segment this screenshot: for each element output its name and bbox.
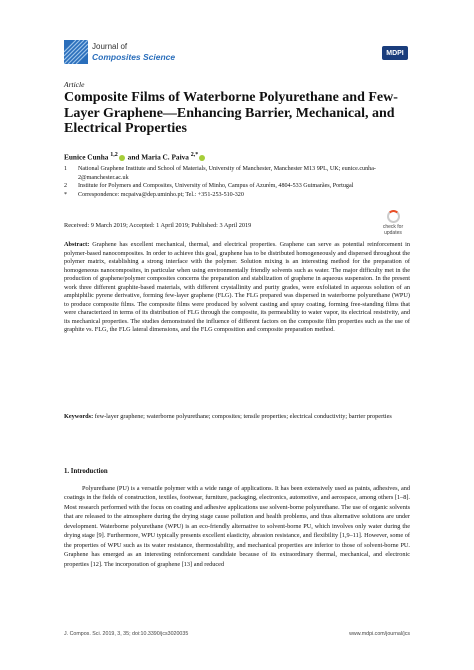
journal-name — [92, 42, 175, 62]
footer-citation: J. Compos. Sci. 2019, 3, 35; doi:10.3390/jcs3020035 — [64, 631, 189, 637]
intro-paragraph: Polyurethane (PU) is a versatile polymer with a wide range of applications. It has been extensively used as paints, adhesives, and coatings in the fields of construction, textiles, footwear, furniture, packaging, electronics, automotive, and aerospace, among others [1–8]. Most research performed with the focus on coating and adhesive applications use solvent-borne polyurethane. The use of organic solvents that are released to the atmosphere during the drying stage cause pollution and health problems, and thus alternative solutions are under development. Waterborne polyurethane (WPU) is an eco-friendly alternative to solvent-borne PU, which involves only water during the drying stage [9]. Furthermore, WPU typically presents excellent elasticity, abrasion resistance, and flexibility [1,9–11]. However, some of the properties of WPU such as its water resistance, thermostability, and mechanical properties are inferior to those of solvent-borne PU. Graphene has emerged as an interesting reinforcement candidate because of its extraordinary thermal, mechanical, and electronic properties [12]. The incorporation of graphene [13] and reduced — [64, 485, 410, 568]
keywords — [64, 413, 410, 422]
article-type: Article — [64, 80, 85, 89]
affiliation-text[interactable]: Correspondence: mcpaiva@dep.uminho.pt; Tel.: +351-253-510-320 — [78, 191, 244, 198]
mdpi-logo: MDPI — [382, 46, 408, 60]
author-affil-sup: 2,* — [190, 152, 199, 158]
orcid-icon[interactable] — [119, 155, 125, 161]
updates-badge-line1: check for — [382, 224, 404, 230]
updates-badge-line2: updates — [384, 230, 402, 236]
journal-name-line2: Composites Science — [92, 52, 176, 62]
affiliation-text: National Graphene Institute and School of Materials, University of Manchester, Manchester M13 9PL, UK; eunice.cunha-2@manchester.ac.uk — [78, 166, 376, 181]
keywords-text: few-layer graphene; waterborne polyurethane; composites; tensile properties; electrical conductivity; barrier properties — [93, 413, 392, 420]
page-footer — [64, 631, 410, 637]
affiliation-item — [64, 191, 404, 200]
abstract-label: Abstract: — [64, 241, 90, 248]
keywords-label: Keywords: — [64, 413, 94, 420]
author-list — [64, 152, 206, 161]
affiliation-number: * — [64, 191, 68, 198]
abstract — [64, 241, 410, 335]
journal-name-line1: Journal of — [92, 42, 128, 51]
author-affil-sup: 1,2 — [110, 152, 118, 158]
abstract-text: Graphene has excellent mechanical, thermal, and electrical properties. Graphene can serve as potential reinforcement in polymer-based nanocomposites. In order to achieve this goal, graphene has to be distributed homogeneously and dispersed throughout the polymer matrix, establishing a strong interface with the polymer. Solution mixing is an interesting method for the preparation of homogeneous nanocomposites, in particular when using environmentally friendly solvents such as water. The major difficulty met in the production of graphene/polymer composites concerns the preparation and stabilization of graphene in aqueous suspension. In the present work three different graphite-based materials, with different crystallinity and purity grades, were exfoliated in aqueous solution of an amphiphilic pyrene derivative, forming few-layer graphene (FLG). The FLG prepared was dispersed in waterborne polyurethane (WPU) to produce composite films. The composite films were produced by solvent casting and spray coating, forming free-standing films that were characterized in terms of its distribution of FLG through the composite, its permeability to water vapor, its electrical resistivity, and its mechanical properties. The studies demonstrated the influence of different factors on the composite film properties such as the use of graphite vs. FLG, the FLG lateral dimensions, and the FLG composition and composite preparation method. — [64, 241, 410, 334]
affiliation-number: 1 — [64, 166, 68, 172]
paper-title: Composite Films of Waterborne Polyurethane and Few-Layer Graphene—Enhancing Barrier, Mechanical, and Electrical Properties — [64, 90, 398, 136]
affiliations — [64, 165, 404, 199]
author-conjunction: and — [125, 152, 142, 162]
check-updates-icon — [387, 210, 400, 223]
check-for-updates-badge[interactable] — [375, 210, 411, 236]
journal-logo-icon — [64, 40, 88, 64]
affiliation-item — [64, 182, 404, 191]
affiliation-item — [64, 165, 404, 182]
section-heading: 1. Introduction — [64, 468, 108, 475]
publication-dates: Received: 9 March 2019; Accepted: 1 April 2019; Published: 3 April 2019 — [64, 222, 252, 229]
orcid-icon[interactable] — [199, 155, 205, 161]
author-name[interactable]: Maria C. Paiva — [141, 152, 189, 162]
affiliation-text: Institute for Polymers and Composites, University of Minho, Campus of Azurém, 4804-533 Guimarães, Portugal — [78, 183, 354, 190]
footer-url[interactable]: www.mdpi.com/journal/jcs — [349, 631, 410, 637]
author-name[interactable]: Eunice Cunha — [64, 152, 109, 162]
affiliation-number: 2 — [64, 183, 68, 190]
